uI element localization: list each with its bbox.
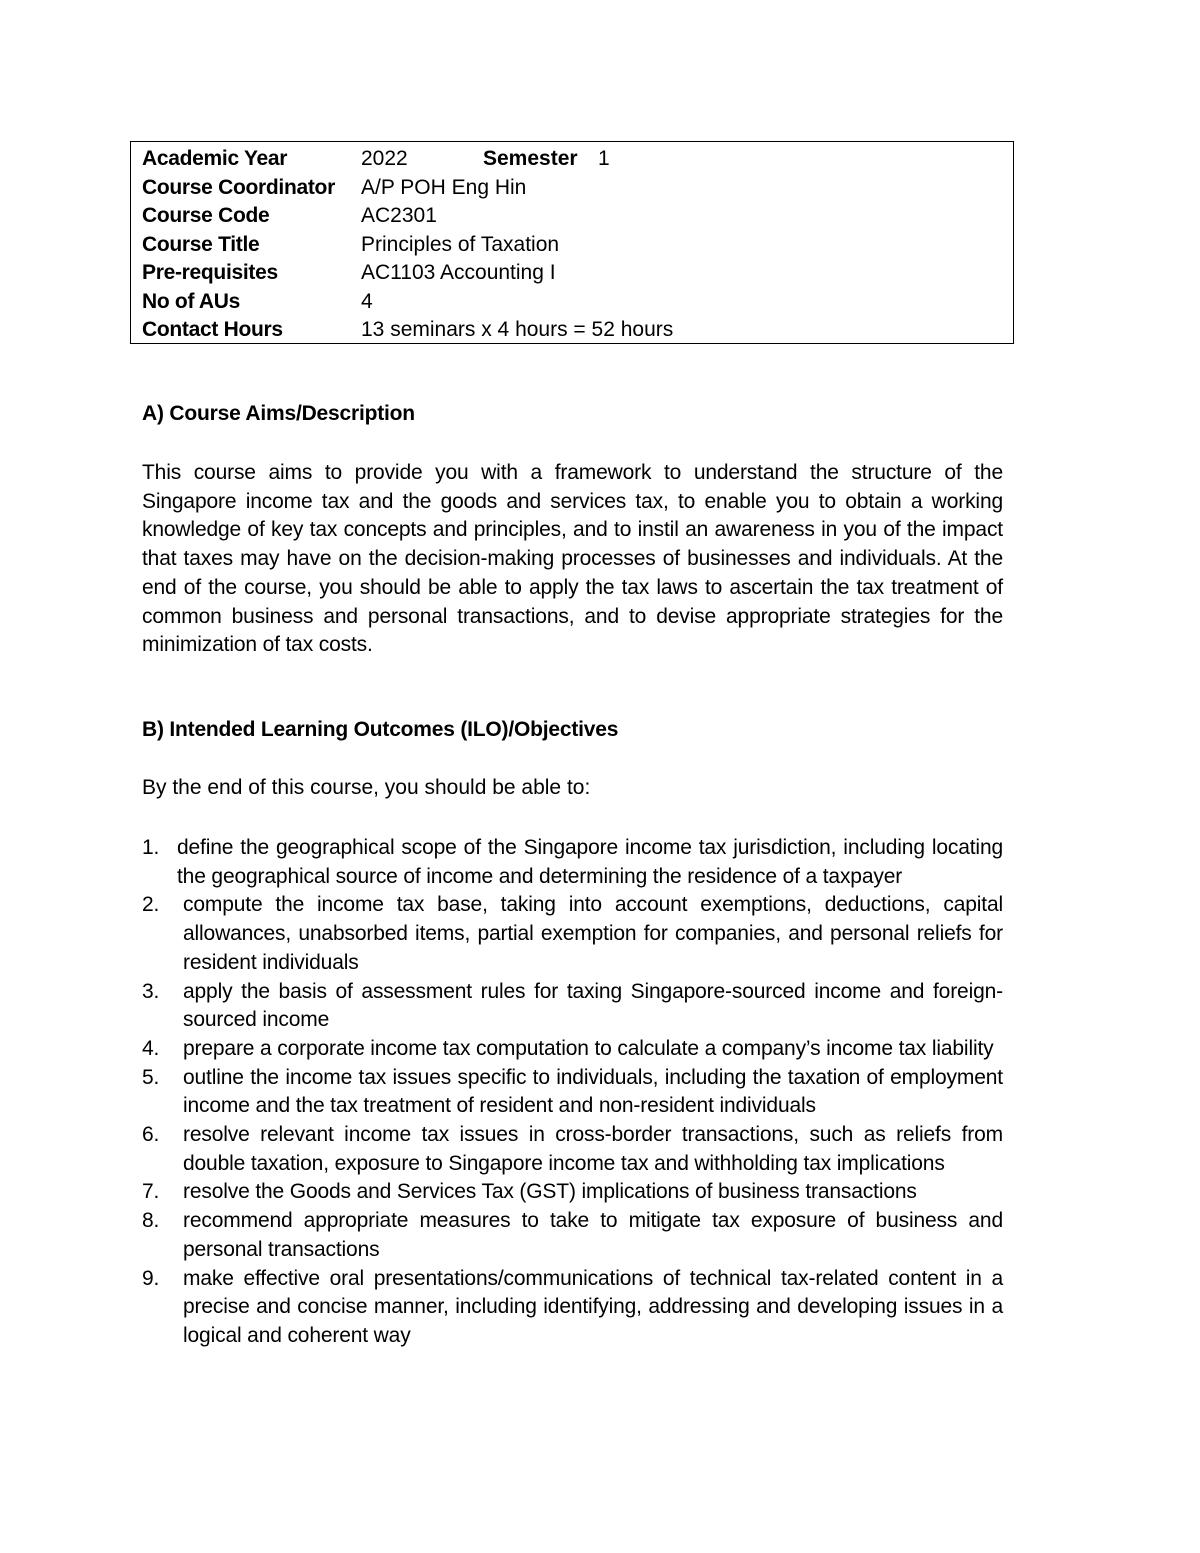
list-item (142, 1121, 1003, 1178)
list-item-text: resolve relevant income tax issues in cross-border transactions, such as reliefs from double taxation, exposure to Singapore income tax and withholding tax implications (183, 1123, 1003, 1175)
prerequisites-value: AC1103 Accounting I (361, 261, 556, 284)
list-item-text: resolve the Goods and Services Tax (GST) implications of business transactions (183, 1180, 917, 1204)
contact-hours-value: 13 seminars x 4 hours = 52 hours (361, 318, 674, 341)
aus-label: No of AUs (142, 289, 241, 313)
list-item-number: 1. (142, 836, 160, 859)
prerequisites-label: Pre-requisites (142, 261, 278, 284)
academic-year-value: 2022 (361, 147, 408, 170)
list-item (142, 1035, 1003, 1064)
course-code-value: AC2301 (361, 204, 437, 227)
list-item (142, 834, 1003, 891)
list-item-text: apply the basis of assessment rules for taxing Singapore-sourced income and foreign-sourced income (183, 979, 1003, 1032)
list-item (142, 1265, 1003, 1351)
list-item-number: 2. (142, 893, 160, 917)
list-item (142, 1207, 1003, 1264)
list-item-number: 9. (142, 1266, 160, 1290)
list-item-number: 8. (142, 1209, 160, 1233)
list-item-number: 5. (142, 1065, 160, 1089)
course-code-label: Course Code (142, 204, 270, 227)
academic-year-label: Academic Year (142, 147, 288, 170)
list-item (142, 978, 1003, 1035)
list-item-text: compute the income tax base, taking into account exemptions, deductions, capital allowances, unabsorbed items, partial exemption for companies, and personal reliefs for resident individuals (183, 893, 1003, 974)
course-title-value: Principles of Taxation (361, 232, 560, 256)
list-item-number: 3. (142, 979, 160, 1003)
course-title-label: Course Title (142, 232, 260, 256)
contact-hours-label: Contact Hours (142, 318, 283, 341)
list-item (142, 891, 1003, 977)
aus-value: 4 (361, 289, 373, 313)
list-item (142, 1064, 1003, 1121)
ilo-list (142, 834, 1003, 1351)
course-info-box (130, 141, 1014, 344)
list-item-text: outline the income tax issues specific to individuals, including the taxation of employment income and the tax treatment of resident and non-resident individuals (183, 1065, 1003, 1118)
list-item-number: 4. (142, 1036, 160, 1060)
semester-value: 1 (598, 147, 610, 170)
coordinator-value: A/P POH Eng Hin (361, 175, 527, 199)
semester-label: Semester (483, 147, 578, 170)
list-item-text: make effective oral presentations/communications of technical tax-related content in a precise and concise manner, including identifying, addressing and developing issues in a logical and coherent way (183, 1266, 1003, 1347)
ilo-intro: By the end of this course, you should be able to: (142, 776, 591, 799)
section-b-heading: B) Intended Learning Outcomes (ILO)/Objectives (142, 718, 619, 741)
list-item-text: recommend appropriate measures to take to mitigate tax exposure of business and personal transactions (183, 1209, 1003, 1261)
coordinator-label: Course Coordinator (142, 175, 335, 199)
list-item (142, 1178, 1003, 1207)
course-aims-paragraph: This course aims to provide you with a framework to understand the structure of the Singapore income tax and the goods and services tax, to enable you to obtain a working knowledge of key tax concepts and principles, and to instil an awareness in you of the impact that taxes may have on the decision-making processes of businesses and individuals. At the end of the course, you should be able to apply the tax laws to ascertain the tax treatment of common business and personal transactions, and to devise appropriate strategies for the minimization of tax costs. (142, 461, 1003, 657)
list-item-text: define the geographical scope of the Singapore income tax jurisdiction, including locating the geographical source of income and determining the residence of a taxpayer (177, 836, 1003, 888)
list-item-number: 6. (142, 1123, 160, 1147)
list-item-text: prepare a corporate income tax computation to calculate a company’s income tax liability (183, 1036, 994, 1060)
list-item-number: 7. (142, 1180, 160, 1204)
section-a-heading: A) Course Aims/Description (142, 402, 415, 425)
